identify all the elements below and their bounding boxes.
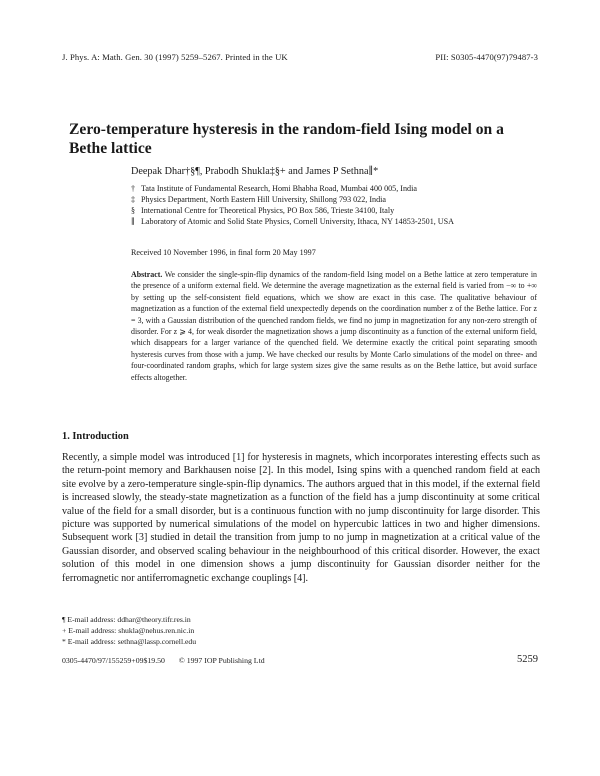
- footnote-2: [62, 626, 362, 636]
- affiliation-mark: §: [131, 206, 136, 215]
- journal-citation: J. Phys. A: Math. Gen. 30 (1997) 5259–5267. Printed in the UK: [62, 52, 288, 62]
- pii-code: PII: S0305-4470(97)79487-3: [435, 52, 538, 62]
- footnote-text: E-mail address: ddhar@theory.tifr.res.in: [67, 615, 191, 624]
- footnote-1: [62, 615, 362, 625]
- affiliation-list: [131, 183, 521, 227]
- footnote-3: [62, 637, 362, 647]
- affiliation-text: Tata Institute of Fundamental Research, Homi Bhabha Road, Mumbai 400 005, India: [141, 184, 417, 193]
- affiliation-3: [131, 205, 521, 216]
- abstract-text: We consider the single-spin-flip dynamics of the random-field Ising model on a Bethe lattice at zero temperature in the presence of a uniform external field. We determine the average magnetization as the external field is varied from −∞ to +∞ by setting up the self-consistent field equations, which we show are exact in this case. The qualitative behaviour of magnetization as a function of the external field unexpectedly depends on the coordination number z of the Bethe lattice. For z = 3, with a Gaussian distribution of the quenched random fields, we find no jump in magnetization for any non-zero strength of disorder. For z ⩾ 4, for weak disorder the magnetization shows a jump discontinuity as a function of the external uniform field, which disappears for a larger variance of the quenched field. We determine exactly the critical point separating smooth hysteresis curves from those with a jump. We have checked our results by Monte Carlo simulations of the model on three- and four-coordinated random graphs, which for large system sizes give the same results as on the Bethe lattice, but avoid surface effects altogether.: [131, 270, 537, 382]
- footnote-text: E-mail address: sethna@lassp.cornell.edu: [67, 637, 197, 646]
- section-heading: 1. Introduction: [62, 431, 129, 442]
- footnote-text: E-mail address: shukla@nehus.ren.nic.in: [68, 626, 195, 635]
- affiliation-mark: †: [131, 184, 136, 193]
- received-date: Received 10 November 1996, in final form 20 May 1997: [131, 248, 316, 257]
- copyright-notice: © 1997 IOP Publishing Ltd: [178, 656, 265, 665]
- affiliation-1: [131, 183, 521, 194]
- author-list: Deepak Dhar†§¶, Prabodh Shukla‡§+ and James P Sethna∥*: [131, 166, 379, 177]
- footer-line: [62, 656, 265, 665]
- affiliation-4: [131, 216, 521, 227]
- article-code: 0305-4470/97/155259+09$19.50: [62, 656, 165, 665]
- footnote-mark: *: [62, 637, 66, 646]
- affiliation-mark: ∥: [131, 217, 135, 226]
- paper-title: Zero-temperature hysteresis in the random-field Ising model on a Bethe lattice: [69, 121, 504, 157]
- page-number: 5259: [517, 654, 538, 665]
- affiliation-text: Physics Department, North Eastern Hill University, Shillong 793 022, India: [141, 195, 386, 204]
- section-body: Recently, a simple model was introduced [1] for hysteresis in magnets, which incorporates interesting effects such as the return-point memory and Barkhausen noise [2]. In this model, Ising spins with a quenched random field at each site evolve by a zero-temperature single-spin-flip dynamics. The authors argued that in this model, if the external field is increased slowly, the steady-state magnetization as a function of the field has a jump discontinuity at some critical value of the field for a small disorder, but is a continuous function with no jump discontinuity for large disorder. This picture was supported by numerical simulations of the model on hypercubic lattices in two and higher dimensions. Subsequent work [3] studied in detail the transition from jump to no jump in magnetization at a critical value of the Gaussian disorder, and observed scaling behaviour in the neighbourhood of this critical disorder. However, the exact solution of this model in one dimension shows a jump discontinuity for Gaussian disorder neither for the ferromagnetic nor antiferromagnetic exchange couplings [4].: [62, 452, 540, 584]
- footnote-mark: +: [62, 626, 67, 635]
- abstract: [131, 269, 537, 383]
- affiliation-2: [131, 194, 521, 205]
- footnote-mark: ¶: [62, 615, 66, 624]
- affiliation-text: Laboratory of Atomic and Solid State Physics, Cornell University, Ithaca, NY 14853-2501, USA: [141, 217, 454, 226]
- affiliation-text: International Centre for Theoretical Physics, PO Box 586, Trieste 34100, Italy: [141, 206, 395, 215]
- abstract-label: Abstract.: [131, 270, 163, 279]
- affiliation-mark: ‡: [131, 195, 136, 204]
